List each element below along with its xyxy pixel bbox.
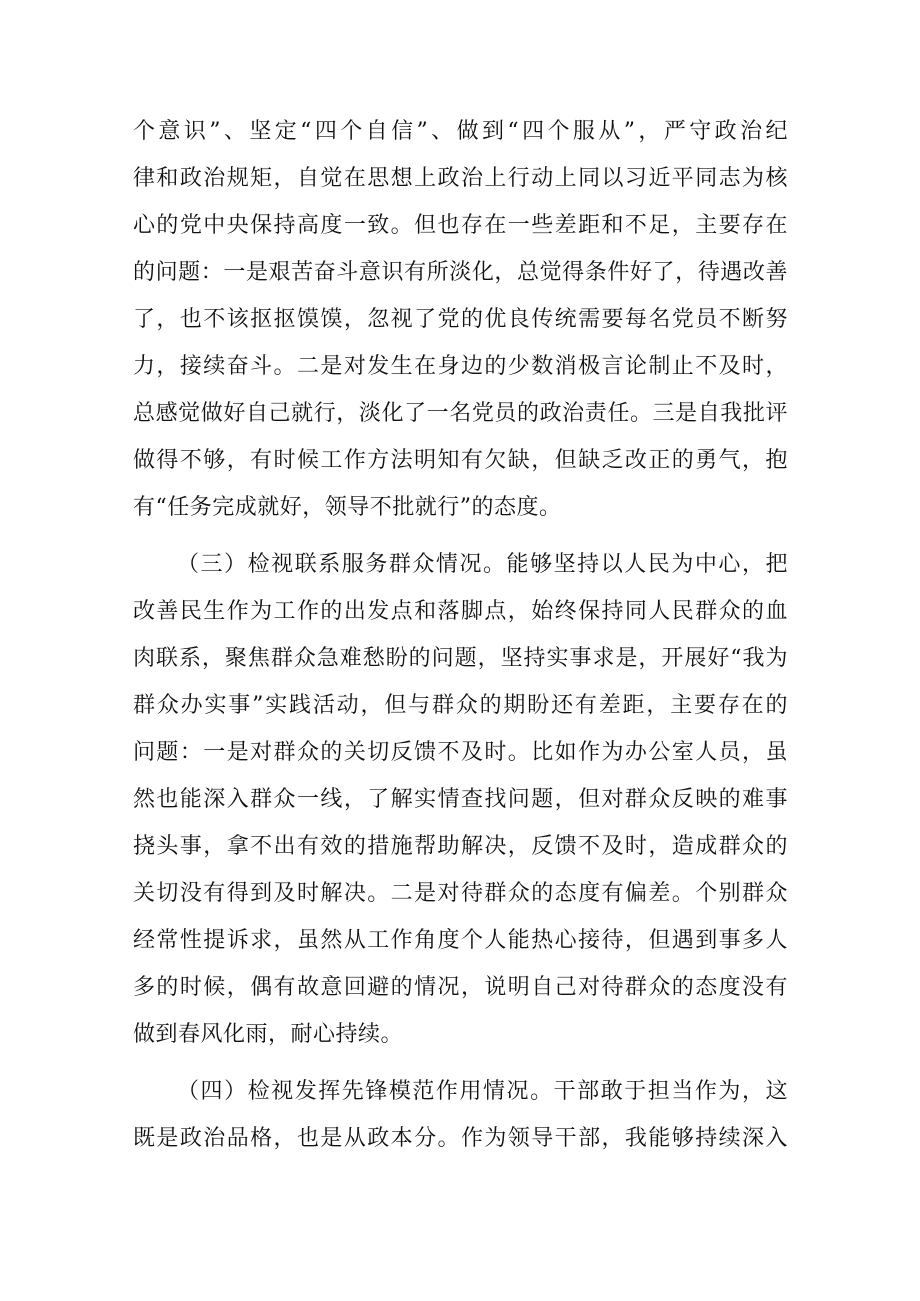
text-line: 然也能深入群众一线，了解实情查找问题，但对群众反映的难事 [133, 787, 788, 812]
text-line: 经常性提诉求，虽然从工作角度个人能热心接待，但遇到事多人 [133, 928, 788, 953]
section-heading-line: （四）检视发挥先锋模范作用情况。干部敢于担当作为，这 [177, 1079, 788, 1104]
text-line: 问题：一是对群众的关切反馈不及时。比如作为办公室人员，虽 [133, 740, 788, 765]
text-line: 做到春风化雨，耐心持续。 [133, 1022, 404, 1047]
text-line: 心的党中央保持高度一致。但也存在一些差距和不足，主要存在 [133, 213, 788, 238]
text-line: 了，也不该抠抠馍馍，忽视了党的优良传统需要每名党员不断努 [133, 307, 788, 332]
text-line: 关切没有得到及时解决。二是对待群众的态度有偏差。个别群众 [133, 881, 788, 906]
text-line: 群众办实事”实践活动，但与群众的期盼还有差距，主要存在的 [133, 693, 788, 718]
text-line: 力，接续奋斗。二是对发生在身边的少数消极言论制止不及时， [133, 354, 788, 379]
text-line: 挠头事，拿不出有效的措施帮助解决，反馈不及时，造成群众的 [133, 834, 788, 859]
text-line: 总感觉做好自己就行，淡化了一名党员的政治责任。三是自我批评 [133, 401, 788, 426]
text-line: 改善民生作为工作的出发点和落脚点，始终保持同人民群众的血 [133, 599, 788, 624]
text-line: 律和政治规矩，自觉在思想上政治上行动上同以习近平同志为核 [133, 166, 788, 191]
text-line: 肉联系，聚焦群众急难愁盼的问题，坚持实事求是，开展好“我为 [133, 646, 788, 671]
text-line: 既是政治品格，也是从政本分。作为领导干部，我能够持续深入 [133, 1126, 788, 1151]
text-line: 多的时候，偶有故意回避的情况，说明自己对待群众的态度没有 [133, 975, 788, 1000]
text-line: 的问题：一是艰苦奋斗意识有所淡化，总觉得条件好了，待遇改善 [133, 260, 788, 285]
section-heading-line: （三）检视联系服务群众情况。能够坚持以人民为中心，把 [177, 552, 788, 577]
text-line: 做得不够，有时候工作方法明知有欠缺，但缺乏改正的勇气，抱 [133, 448, 788, 473]
text-line: 有“任务完成就好，领导不批就行”的态度。 [133, 495, 562, 520]
text-line: 个意识”、坚定“四个自信”、做到“四个服从”，严守政治纪 [133, 119, 788, 144]
